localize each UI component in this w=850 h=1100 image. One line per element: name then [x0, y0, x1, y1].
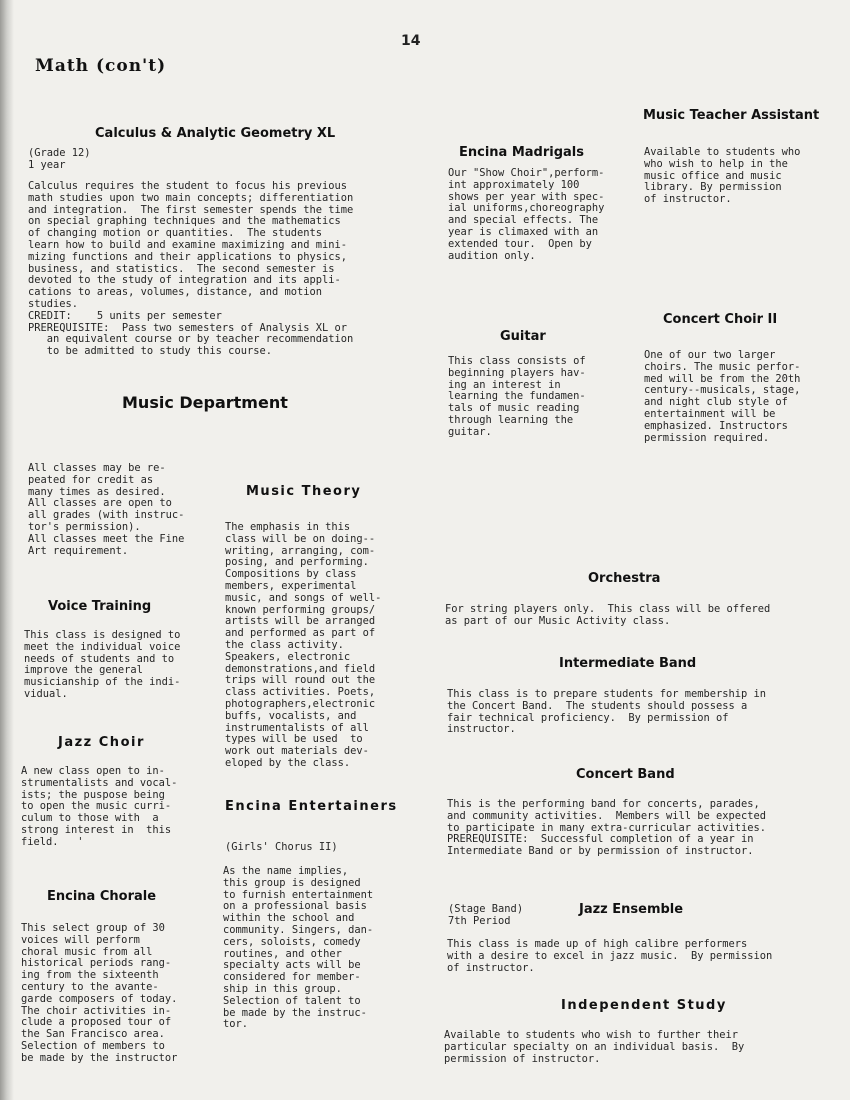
concert-band-body: This is the performing band for concerts, parades, and community activities. Members will be expected to participate in many extra-curricular activities. PREREQUISITE: Successful completion of a year in Intermediate Band or by permission of instructor. — [447, 798, 767, 858]
music-teacher-assistant-heading: Music Teacher Assistant — [643, 108, 820, 123]
jazz-ensemble-meta: (Stage Band) 7th Period — [448, 903, 524, 927]
encina-entertainers-meta: (Girls' Chorus II) — [225, 841, 338, 853]
jazz-ensemble-heading: Jazz Ensemble — [579, 902, 684, 917]
encina-chorale-body: This select group of 30 voices will perform choral music from all historical periods rang- ing from the sixteenth century to the avante- garde composers of today. The choir activities in- clude a proposed tour of the San Francisco area. Selection of members to be made by the instructor — [21, 922, 178, 1064]
jazz-ensemble-body: This class is made up of high calibre performers with a desire to excel in jazz music. By permission of instructor. — [447, 938, 773, 974]
encina-madrigals-heading: Encina Madrigals — [459, 145, 585, 160]
music-teacher-assistant-body: Available to students who who wish to help in the music office and music library. By permission of instructor. — [644, 146, 801, 206]
encina-entertainers-body: As the name implies, this group is designed to furnish entertainment on a professional basis within the school and community. Singers, dan- cers, soloists, comedy routines, and other specialty acts will be considered for member- ship in this group. Selection of talent to be made by the instruc- tor. — [223, 865, 374, 1031]
calculus-meta: (Grade 12) 1 year — [28, 147, 91, 171]
page-edge-shadow — [0, 0, 14, 1100]
concert-band-heading: Concert Band — [576, 767, 675, 782]
voice-training-heading: Voice Training — [48, 599, 152, 614]
independent-study-heading: Independent Study — [561, 998, 727, 1013]
calculus-body: Calculus requires the student to focus his previous math studies upon two main concepts; differentiation and integration. The first semester spends the time on special graphing techniques and the mathematics of changing motion or quantities. The students learn how to build and examine maximizing and mini- mizing functions and their applications to physics, business, and statistics. The second semester is devoted to the study of integration and its appli- cations to areas, volumes, distance, and motion studies. CREDIT: 5 units per semester PREREQUISITE: Pass two semesters of Analysis XL or an equivalent course or by teacher recommendation to be admitted to study this course. — [28, 180, 354, 358]
page-title: Math (con't) — [35, 56, 167, 76]
guitar-body: This class consists of beginning players hav- ing an interest in learning the fundamen- tals of music reading through learning the guitar. — [448, 355, 586, 438]
music-theory-heading: Music Theory — [246, 484, 362, 499]
music-department-heading: Music Department — [122, 393, 288, 412]
encina-madrigals-body: Our "Show Choir",perform- int approximately 100 shows per year with spec- ial uniforms,choreography and special effects. The year is climaxed with an extended tour. Open by audition only. — [448, 167, 605, 262]
encina-entertainers-heading: Encina Entertainers — [225, 799, 398, 814]
orchestra-heading: Orchestra — [588, 571, 661, 586]
voice-training-body: This class is designed to meet the individual voice needs of students and to improve the general musicianship of the indi- vidual. — [24, 629, 181, 700]
music-department-intro: All classes may be re- peated for credit as many times as desired. All classes are open to all grades (with instruc- tor's permission). All classes meet the Fine Art requirement. — [28, 462, 185, 557]
calculus-heading: Calculus & Analytic Geometry XL — [95, 126, 336, 141]
orchestra-body: For string players only. This class will be offered as part of our Music Activity class. — [445, 603, 771, 627]
intermediate-band-body: This class is to prepare students for membership in the Concert Band. The students should possess a fair technical proficiency. By permission of instructor. — [447, 688, 767, 736]
jazz-choir-body: A new class open to in- strumentalists and vocal- ists; the puspose being to open the music curri- culum to those with a strong interest in this field. ' — [21, 765, 178, 848]
intermediate-band-heading: Intermediate Band — [559, 656, 697, 671]
guitar-heading: Guitar — [500, 329, 546, 344]
concert-choir-ii-heading: Concert Choir II — [663, 312, 778, 327]
page-number: 14 — [401, 33, 421, 49]
encina-chorale-heading: Encina Chorale — [47, 889, 157, 904]
independent-study-body: Available to students who wish to further their particular specialty on an individual basis. By permission of instructor. — [444, 1029, 745, 1065]
concert-choir-ii-body: One of our two larger choirs. The music perfor- med will be from the 20th century--musicals, stage, and night club style of entertainment will be emphasized. Instructors permission required. — [644, 349, 801, 444]
music-theory-body: The emphasis in this class will be on doing-- writing, arranging, com- posing, and performing. Compositions by class members, experimental music, and songs of well- known performing groups/ artists will be arranged and performed as part of the class activity. Speakers, electronic demonstrations,and field trips will round out the class activities. Poets, photographers,electronic buffs, vocalists, and instrumentalists of all types will be used to work out materials dev- eloped by the class. — [225, 521, 382, 769]
jazz-choir-heading: Jazz Choir — [58, 735, 145, 750]
